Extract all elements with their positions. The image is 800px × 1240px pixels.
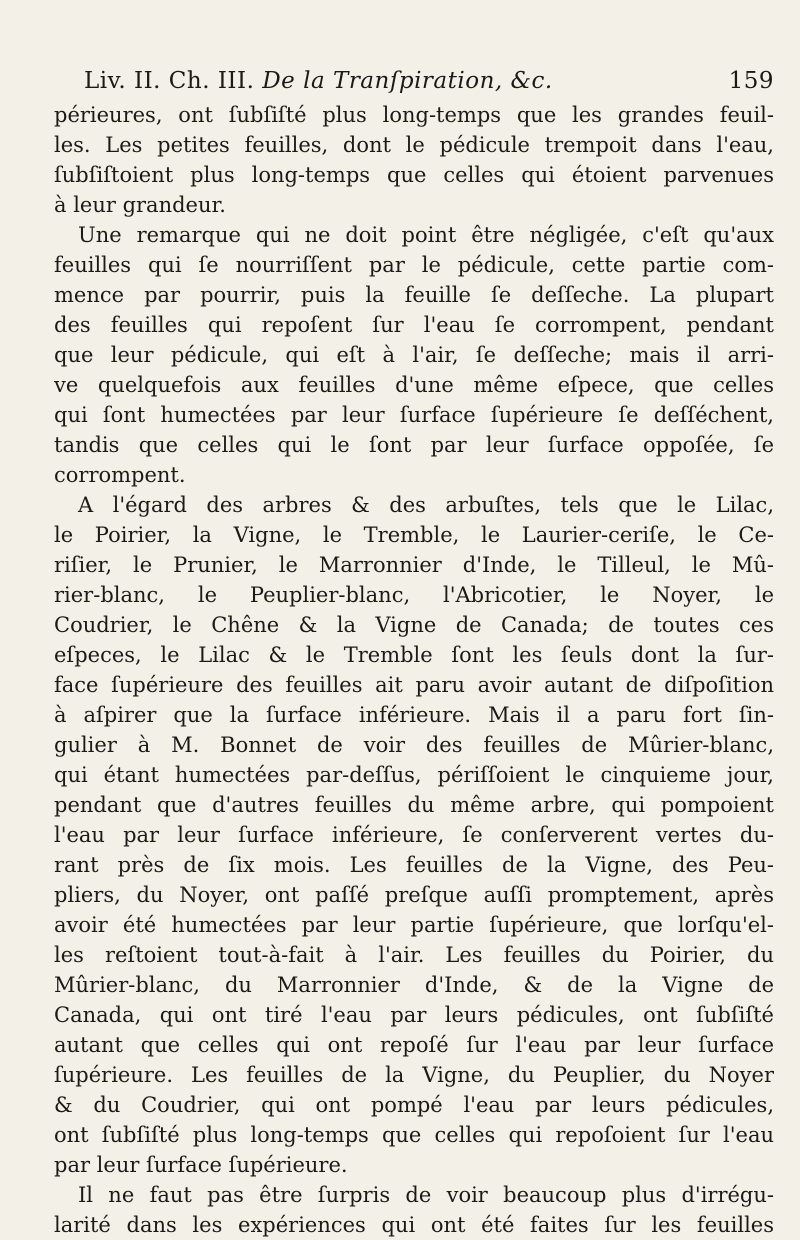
text-line: les. Les petites feuilles, dont le pédicule trempoit dans l'eau, <box>54 133 774 157</box>
text-line: ſubſiſtoient plus long-temps que celles qui étoient parvenues <box>54 163 774 187</box>
body-text <box>54 100 774 1240</box>
text-line: Canada, qui ont tiré l'eau par leurs pédicules, ont ſubſiſté <box>54 1003 774 1027</box>
running-head-section: Liv. II. Ch. III. <box>84 68 255 94</box>
text-line: périeures, ont ſubſiſté plus long-temps que les grandes feuil- <box>54 103 774 127</box>
text-line: eſpeces, le Lilac & le Tremble ſont les ſeuls dont la ſur- <box>54 643 774 667</box>
text-line: par leur ſurface ſupérieure. <box>54 1153 348 1177</box>
text-line: Il ne faut pas être ſurpris de voir beaucoup plus d'irrégu- <box>78 1183 774 1207</box>
text-line: avoir été humectées par leur partie ſupérieure, que lorſqu'el- <box>54 913 774 937</box>
text-line: corrompent. <box>54 463 186 487</box>
text-line: pliers, du Noyer, ont paſſé preſque auſſi promptement, après <box>54 883 774 907</box>
text-line: le Poirier, la Vigne, le Tremble, le Laurier-ceriſe, le Ce- <box>54 523 774 547</box>
text-line: gulier à M. Bonnet de voir des feuilles de Mûrier-blanc, <box>54 733 774 757</box>
text-line: riſier, le Prunier, le Marronnier d'Inde, le Tilleul, le Mû- <box>54 553 774 577</box>
text-line: face ſupérieure des feuilles ait paru avoir autant de diſpoſition <box>54 673 774 697</box>
text-line: autant que celles qui ont repoſé ſur l'eau par leur ſurface <box>54 1033 774 1057</box>
text-line: Mûrier-blanc, du Marronnier d'Inde, & de la Vigne de <box>54 973 774 997</box>
text-line: rant près de ſix mois. Les feuilles de la Vigne, des Peu- <box>54 853 774 877</box>
text-line: mence par pourrir, puis la feuille ſe deſſeche. La plupart <box>54 283 774 307</box>
running-title: De la Tranſpiration, &c. <box>262 68 553 94</box>
text-line: & du Coudrier, qui ont pompé l'eau par leurs pédicules, <box>54 1093 774 1117</box>
text-line: des feuilles qui repoſent ſur l'eau ſe corrompent, pendant <box>54 313 774 337</box>
running-head <box>84 68 553 94</box>
text-line: que leur pédicule, qui eſt à l'air, ſe deſſeche; mais il arri- <box>54 343 774 367</box>
text-line: Une remarque qui ne doit point être négligée, c'eſt qu'aux <box>78 223 774 247</box>
text-line: ſupérieure. Les feuilles de la Vigne, du Peuplier, du Noyer <box>54 1063 774 1087</box>
text-line: ont ſubſiſté plus long-temps que celles qui repoſoient ſur l'eau <box>54 1123 774 1147</box>
text-line: Coudrier, le Chêne & la Vigne de Canada; de toutes ces <box>54 613 774 637</box>
text-line: à leur grandeur. <box>54 193 226 217</box>
text-line: qui étant humectées par-deſſus, périſſoient le cinquieme jour, <box>54 763 774 787</box>
text-line: pendant que d'autres feuilles du même arbre, qui pompoient <box>54 793 774 817</box>
text-line: les reſtoient tout-à-fait à l'air. Les feuilles du Poirier, du <box>54 943 774 967</box>
text-line: l'eau par leur ſurface inférieure, ſe conſerverent vertes du- <box>54 823 774 847</box>
text-line: qui ſont humectées par leur ſurface ſupérieure ſe deſſéchent, <box>54 403 774 427</box>
text-line: feuilles qui ſe nourriſſent par le pédicule, cette partie com- <box>54 253 774 277</box>
running-header <box>84 68 774 102</box>
page-number: 159 <box>728 68 774 94</box>
text-line: à aſpirer que la ſurface inférieure. Mais il a paru fort ſin- <box>54 703 774 727</box>
text-line: larité dans les expériences qui ont été faites ſur les feuilles <box>54 1213 774 1237</box>
text-line: A l'égard des arbres & des arbuſtes, tels que le Lilac, <box>78 493 774 517</box>
text-line: rier-blanc, le Peuplier-blanc, l'Abricotier, le Noyer, le <box>54 583 774 607</box>
text-line: tandis que celles qui le ſont par leur ſurface oppoſée, ſe <box>54 433 774 457</box>
text-line: ve quelquefois aux feuilles d'une même eſpece, que celles <box>54 373 774 397</box>
